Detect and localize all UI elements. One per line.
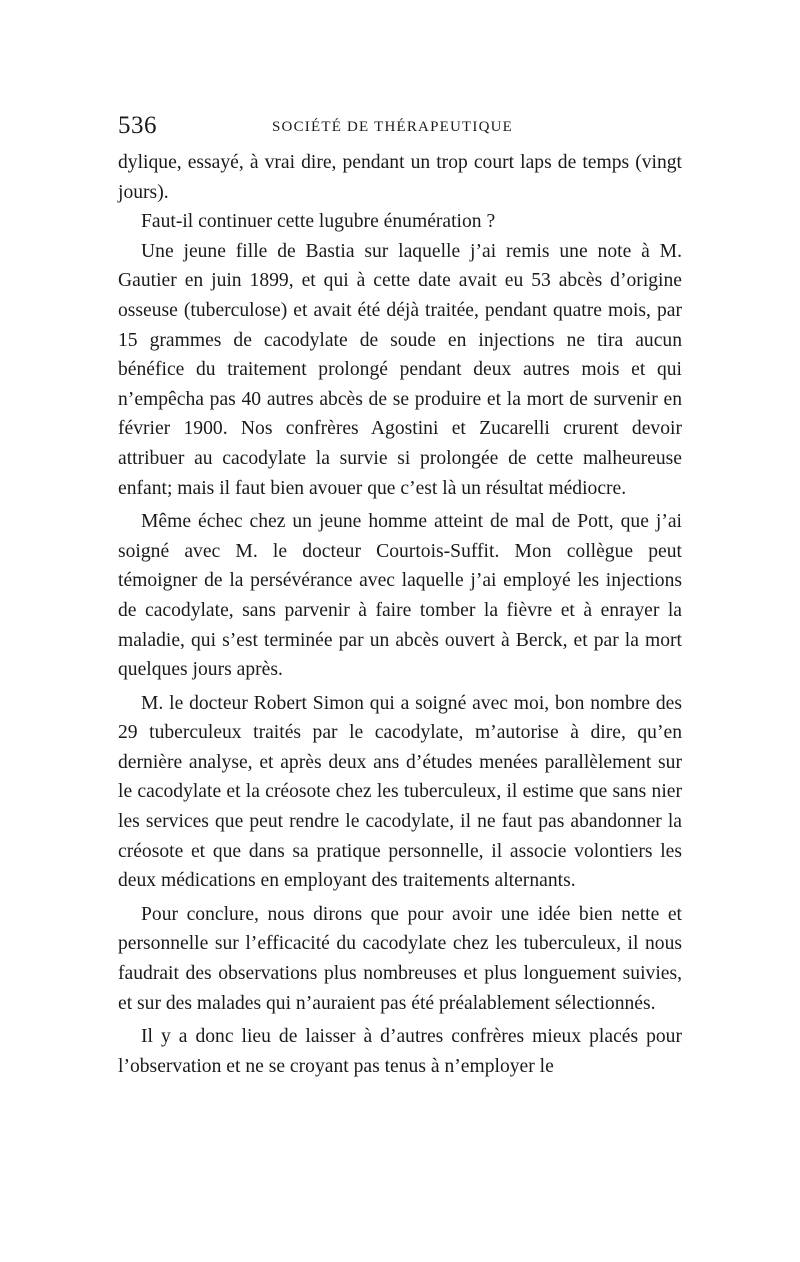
paragraph: Même échec chez un jeune homme atteint de mal de Pott, que j’ai soigné avec M. le docteur Courtois-Suffit. Mon collègue peut témoigner de la persévérance avec laquelle j’ai employé les injections de cacodylate, sans parvenir à faire tomber la fièvre et à enrayer la maladie, qui s’est terminée par un abcès ouvert à Berck, et par la mort quelques jours après. bbox=[118, 511, 682, 681]
paragraph: Une jeune fille de Bastia sur laquelle j’ai remis une note à M. Gautier en juin 1899, et qui à cette date avait eu 53 abcès d’origine osseuse (tuberculose) et avait été déjà traitée, pendant quatre mois, par 15 grammes de cacodylate de soude en injections ne tira aucun bénéfice du traitement prolongé pendant deux autres mois et qui n’empêcha pas 40 autres abcès de se produire et la mort de survenir en février 1900. Nos confrères Agostini et Zucarelli crurent devoir attribuer au cacodylate la survie si prolongée de cette malheureuse enfant; mais il faut bien avouer que c’est là un résultat médiocre. bbox=[118, 240, 682, 499]
page-number: 536 bbox=[118, 112, 157, 139]
running-head bbox=[118, 112, 682, 142]
paragraph: Pour conclure, nous dirons que pour avoir une idée bien nette et personnelle sur l’efficacité du cacodylate chez les tuberculeux, il nous faudrait des observations plus nombreuses et plus longuement suivies, et sur des malades qui n’auraient pas été préalablement sélectionnés. bbox=[118, 903, 682, 1014]
paragraph: M. le docteur Robert Simon qui a soigné avec moi, bon nombre des 29 tuberculeux traités par le cacodylate, m’autorise à dire, qu’en dernière analyse, et après deux ans d’études menées parallèlement sur le cacodylate et la créosote chez les tuberculeux, il estime que sans nier les services que peut rendre le cacodylate, il ne faut pas abandonner la créosote et que dans sa pratique personnelle, il associe volontiers les deux médications en employant des traitements alternants. bbox=[118, 692, 682, 892]
paragraph: Faut-il continuer cette lugubre énumération ? bbox=[141, 211, 496, 233]
running-title: SOCIÉTÉ DE THÉRAPEUTIQUE bbox=[272, 119, 514, 135]
body-text bbox=[118, 148, 682, 1081]
book-page bbox=[118, 112, 682, 1081]
paragraph-continuation: dylique, essayé, à vrai dire, pendant un trop court laps de temps (vingt jours). bbox=[118, 152, 682, 203]
paragraph: Il y a donc lieu de laisser à d’autres confrères mieux placés pour l’observation et ne se croyant pas tenus à n’employer le bbox=[118, 1026, 682, 1077]
